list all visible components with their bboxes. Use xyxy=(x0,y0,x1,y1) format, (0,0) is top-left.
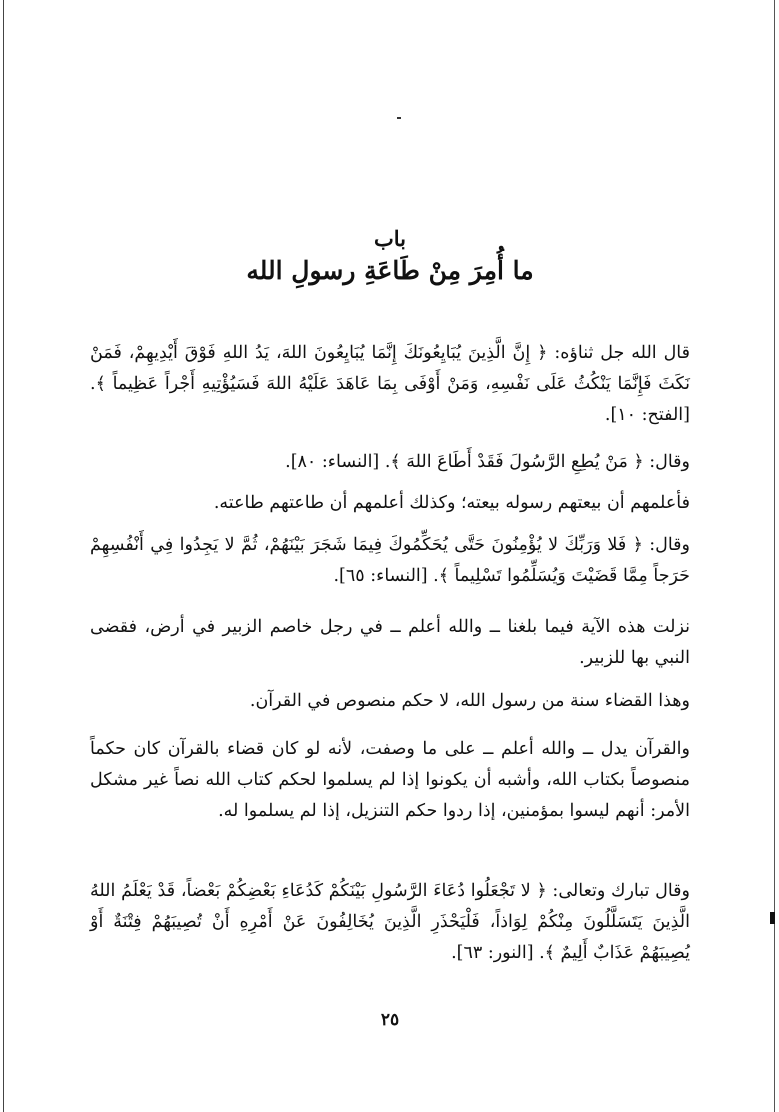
paragraph-5: نزلت هذه الآية فيما بلغنا ــ والله أعلم ــ في رجل خاصم الزبير في أرض، فقضى النبي بها للزبير. xyxy=(90,617,690,668)
paragraph-7: والقرآن يدل ــ والله أعلم ــ على ما وصفت، لأنه لو كان قضاء بالقرآن كان حكماً منصوصاً بكتاب الله، وأشبه أن يكونوا إذا لم يسلموا لحكم كتاب الله نصاً غير مشكل الأمر: أنهم ليسوا بمؤمنين، إذا ردوا حكم التنزيل، إذا لم يسلموا له. xyxy=(90,739,690,821)
page-left-edge xyxy=(3,0,4,1112)
paragraph-4: وقال: ﴿ فَلا وَرَبِّكَ لا يُؤْمِنُونَ حَتَّى يُحَكِّمُوكَ فِيمَا شَجَرَ بَيْنَهُمْ، ثُمَّ لا يَجِدُوا فِي أَنْفُسِهِمْ حَرَجاً مِمَّا قَضَيْتَ وَيُسَلِّمُوا تَسْلِيماً ﴾. [النساء: ٦٥]. xyxy=(90,535,690,586)
margin-mark xyxy=(770,912,775,924)
page-right-edge xyxy=(774,0,775,1112)
paragraph-3: فأعلمهم أن بيعتهم رسوله بيعته؛ وكذلك أعلمهم أن طاعتهم طاعته. xyxy=(213,493,690,513)
page-number: ٢٥ xyxy=(380,1010,400,1030)
paragraph-2: وقال: ﴿ مَنْ يُطِعِ الرَّسُولَ فَقَدْ أَطَاعَ اللهَ ﴾. [النساء: ٨٠]. xyxy=(285,452,690,472)
paragraph-6: وهذا القضاء سنة من رسول الله، لا حكم منصوص في القرآن. xyxy=(249,691,690,711)
chapter-title: ما أُمِرَ مِنْ طَاعَةِ رسولِ الله xyxy=(246,256,534,285)
book-page xyxy=(90,0,690,1112)
paragraph-8: وقال تبارك وتعالى: ﴿ لا تَجْعَلُوا دُعَاءَ الرَّسُولِ بَيْنَكُمْ كَدُعَاءِ بَعْضِكُمْ بَعْضاً، قَدْ يَعْلَمُ اللهُ الَّذِينَ يَتَسَلَّلُونَ مِنْكُمْ لِوَاذاً، فَلْيَحْذَرِ الَّذِينَ يُخَالِفُونَ عَنْ أَمْرِهِ أَنْ تُصِيبَهُمْ فِتْنَةٌ أَوْ يُصِيبَهُمْ عَذَابٌ أَلِيمٌ ﴾. [النور: ٦٣]. xyxy=(90,881,690,963)
paragraph-1: قال الله جل ثناؤه: ﴿ إِنَّ الَّذِينَ يُبَايِعُونَكَ إِنَّمَا يُبَايِعُونَ اللهَ، يَدُ اللهِ فَوْقَ أَيْدِيهِمْ، فَمَنْ نَكَثَ فَإِنَّمَا يَنْكُثُ عَلَى نَفْسِهِ، وَمَنْ أَوْفَى بِمَا عَاهَدَ عَلَيْهُ اللهَ فَسَيُؤْتِيهِ أَجْراً عَظِيماً ﴾. [الفتح: ١٠]. xyxy=(90,343,690,425)
chapter-label: باب xyxy=(373,226,406,251)
